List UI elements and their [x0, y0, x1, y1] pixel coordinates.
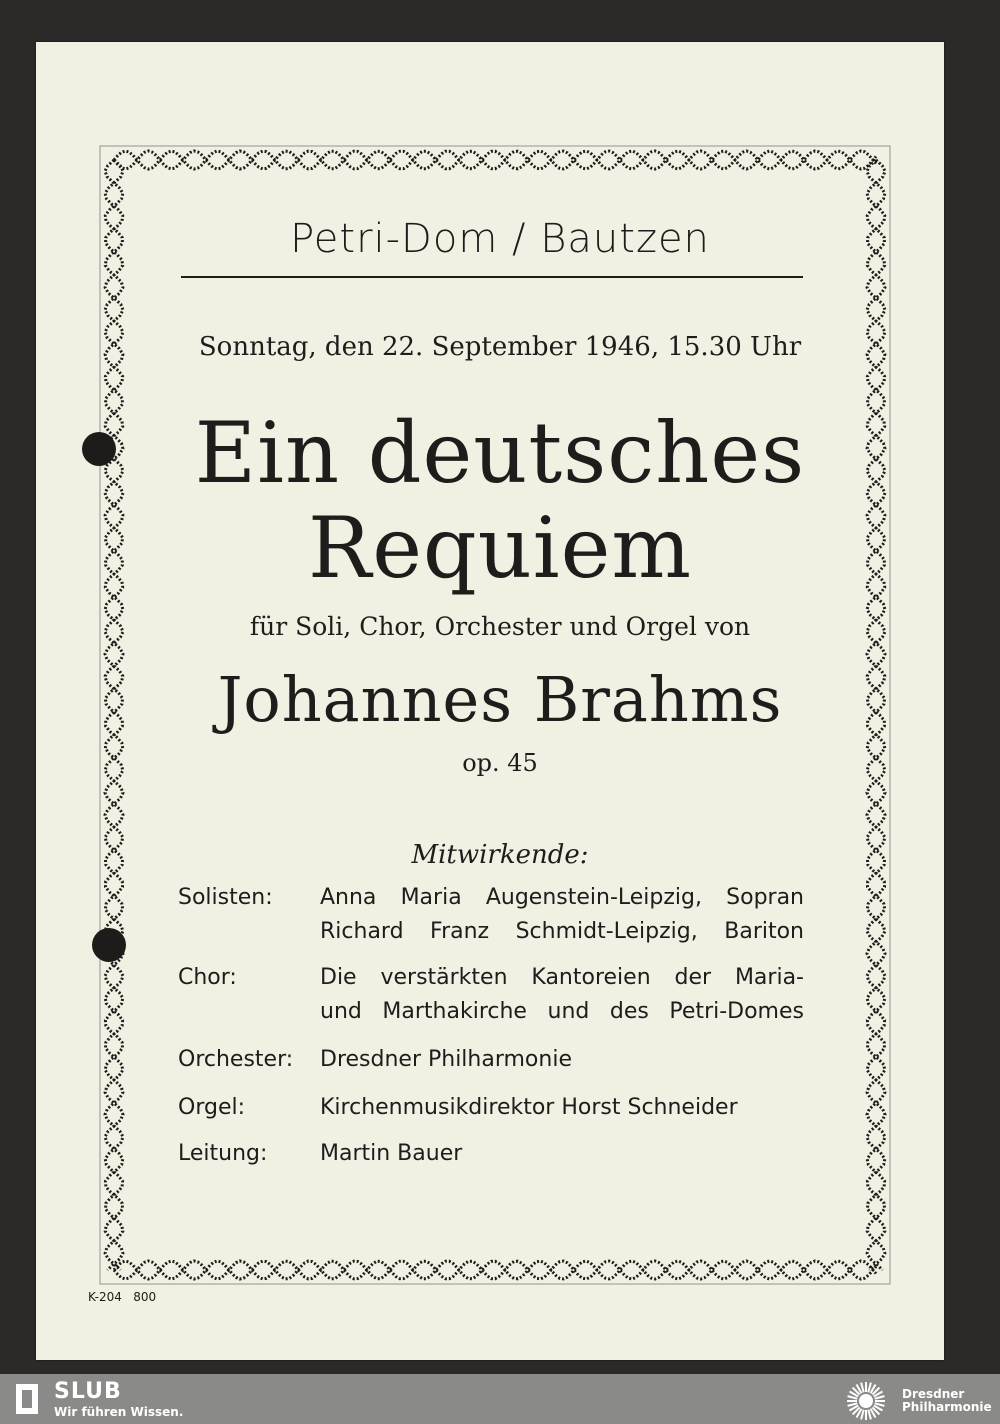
slub-logo-icon [14, 1382, 44, 1416]
work-title-line1: Ein deutsches [194, 404, 806, 502]
venue-underline [181, 276, 803, 278]
performer-line: Martin Bauer [320, 1141, 463, 1166]
philharmonie-logo-icon [842, 1377, 892, 1421]
performer-role-soloists: Solisten: [178, 885, 273, 910]
print-code: K-204 800 [88, 1290, 157, 1304]
partner-name-line2: Philharmonie [902, 1400, 992, 1414]
work-subtitle: für Soli, Chor, Orchester und Orgel von [249, 612, 751, 641]
performer-line: Kirchenmusikdirektor Horst Schneider [320, 1095, 738, 1120]
performer-role-organ: Orgel: [178, 1095, 245, 1120]
performer-names-choir [320, 961, 804, 1029]
performer-names-soloists [320, 881, 804, 949]
performer-line: Dresdner Philharmonie [320, 1047, 572, 1072]
work-title-line2: Requiem [307, 499, 693, 597]
partner-name-line1: Dresdner [902, 1387, 965, 1401]
performer-role-choir: Chor: [178, 965, 237, 990]
composer-name: Johannes Brahms [217, 663, 783, 736]
performer-role-orchestra: Orchester: [178, 1047, 294, 1072]
library-tagline: Wir führen Wissen. [54, 1405, 184, 1419]
opus-number: op. 45 [462, 749, 538, 777]
footer-bar [0, 1374, 1000, 1424]
performer-names-orchestra [320, 1043, 804, 1077]
performer-line: Richard Franz Schmidt-Leipzig, Bariton [320, 919, 804, 944]
performer-line: Die verstärkten Kantoreien der Maria- [320, 965, 804, 990]
performer-names-organ [320, 1091, 804, 1125]
performer-names-conductor [320, 1137, 804, 1171]
performer-line: Anna Maria Augenstein-Leipzig, Sopran [320, 885, 804, 910]
venue-heading: Petri-Dom / Bautzen [290, 216, 710, 262]
performers-heading: Mitwirkende: [411, 840, 589, 870]
performer-line: und Marthakirche und des Petri-Domes [320, 999, 804, 1024]
concert-date: Sonntag, den 22. September 1946, 15.30 Uhr [198, 332, 802, 362]
performer-role-conductor: Leitung: [178, 1141, 268, 1166]
partner-name [902, 1388, 992, 1414]
library-name: SLUB [54, 1379, 122, 1404]
